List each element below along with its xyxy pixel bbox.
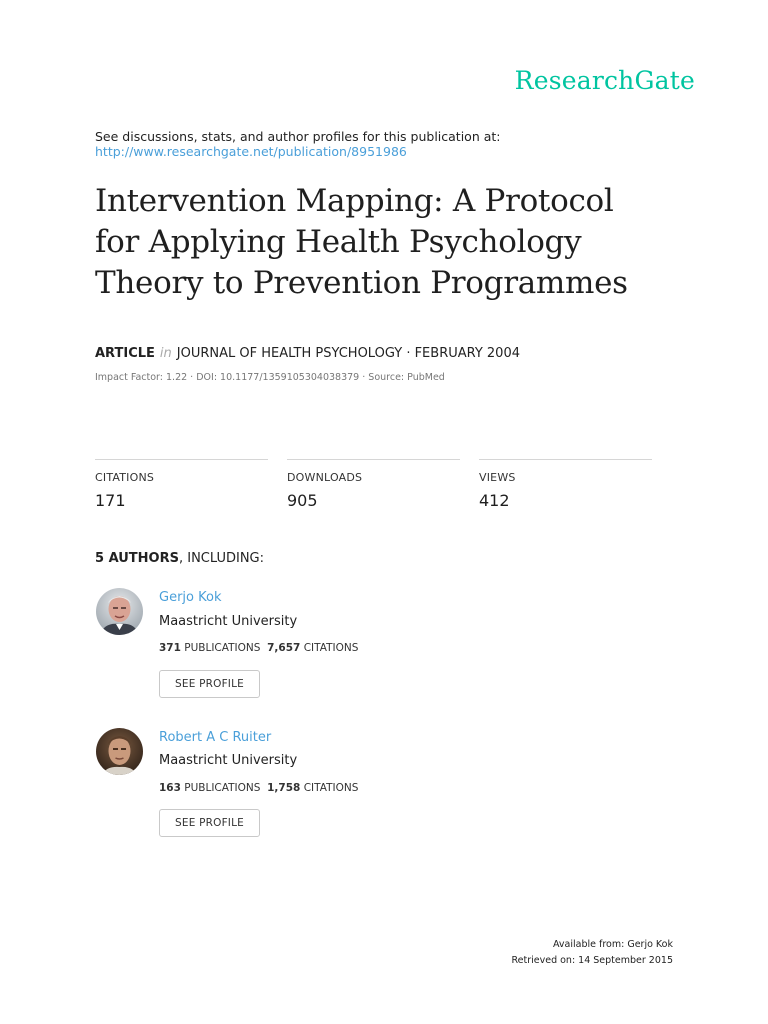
author-citations-label: CITATIONS (303, 642, 359, 654)
stat-label: VIEWS (479, 471, 516, 484)
publication-link[interactable]: http://www.researchgate.net/publication/8951986 (95, 144, 407, 159)
discussion-text: See discussions, stats, and author profiles for this publication at: (95, 129, 501, 144)
publication-meta (95, 346, 520, 361)
in-label: in (159, 346, 172, 361)
journal-date: JOURNAL OF HEALTH PSYCHOLOGY · FEBRUARY 2004 (176, 346, 520, 361)
author-citations-count: 1,758 (267, 782, 301, 794)
see-profile-button[interactable]: SEE PROFILE (159, 670, 260, 698)
author-affiliation: Maastricht University (159, 753, 298, 768)
author-publications-count: 163 (159, 782, 181, 794)
publication-title (95, 181, 715, 304)
title-line-2: for Applying Health Psychology (95, 224, 582, 260)
author-avatar[interactable] (96, 588, 143, 635)
stat-value: 412 (479, 491, 510, 510)
researchgate-logo[interactable]: ResearchGate (514, 66, 695, 95)
publication-sub-meta: Impact Factor: 1.22 · DOI: 10.1177/1359105304038379 · Source: PubMed (95, 372, 445, 383)
avatar-photo-icon (96, 728, 143, 775)
stat-downloads (287, 459, 460, 510)
title-line-1: Intervention Mapping: A Protocol (95, 183, 614, 219)
authors-heading (95, 551, 264, 566)
author-stats (159, 642, 358, 654)
footer-info (511, 937, 673, 969)
author-affiliation: Maastricht University (159, 614, 298, 629)
author-publications-count: 371 (159, 642, 181, 654)
publication-type: ARTICLE (95, 346, 155, 361)
author-stats (159, 782, 358, 794)
authors-count: 5 AUTHORS (95, 551, 179, 566)
authors-suffix: , INCLUDING: (178, 551, 265, 566)
author-citations-count: 7,657 (267, 642, 301, 654)
author-name-link[interactable]: Gerjo Kok (159, 590, 222, 605)
author-publications-label: PUBLICATIONS (184, 642, 261, 654)
stat-views (479, 459, 652, 510)
see-profile-button[interactable]: SEE PROFILE (159, 809, 260, 837)
avatar-photo-icon (96, 588, 143, 635)
retrieved-on: Retrieved on: 14 September 2015 (511, 955, 673, 966)
author-publications-label: PUBLICATIONS (184, 782, 261, 794)
available-from: Available from: Gerjo Kok (552, 939, 673, 950)
author-name-link[interactable]: Robert A C Ruiter (159, 730, 272, 745)
title-line-3: Theory to Prevention Programmes (95, 265, 628, 301)
stat-value: 905 (287, 491, 318, 510)
stat-citations (95, 459, 268, 510)
author-avatar[interactable] (96, 728, 143, 775)
stat-label: DOWNLOADS (287, 471, 363, 484)
stat-label: CITATIONS (95, 471, 155, 484)
author-citations-label: CITATIONS (303, 782, 359, 794)
stat-value: 171 (95, 491, 126, 510)
